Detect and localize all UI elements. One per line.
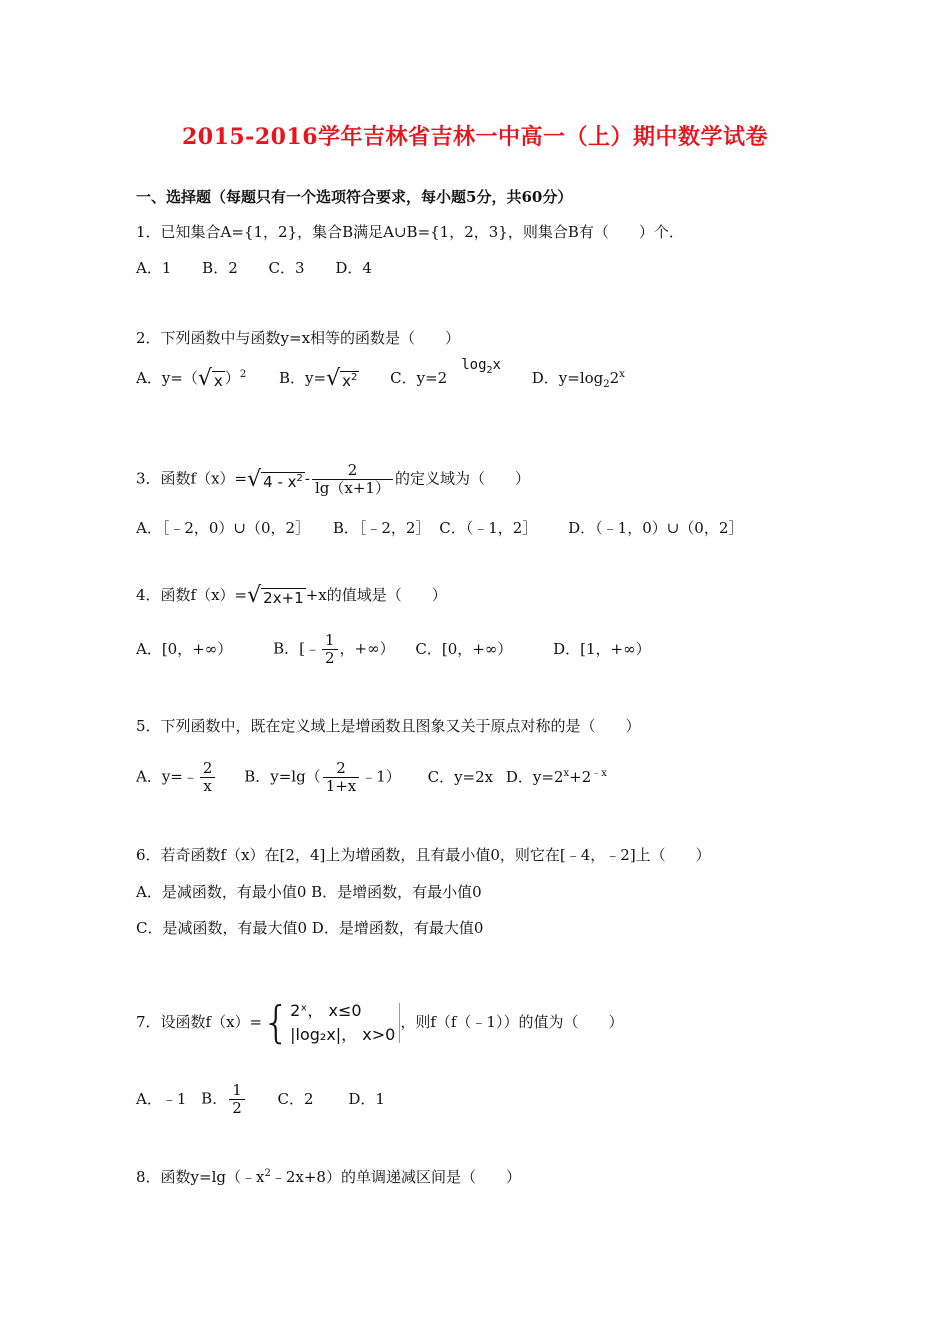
q4-b-denominator: 2 — [322, 649, 338, 667]
q5-a-denominator: x — [200, 777, 214, 795]
sqrt-symbol: √ $x^2$ — [326, 366, 358, 391]
question-4-stem — [136, 585, 447, 607]
left-brace-icon: { — [262, 997, 291, 1048]
q7-option-b — [201, 1082, 247, 1117]
q2-a-radicand: x — [213, 372, 223, 390]
q2-option-d — [532, 368, 625, 388]
question-6-options-cd: C．是减函数，有最大值0 D．是增函数，有最大值0 — [136, 919, 484, 937]
q5-option-b — [244, 760, 401, 795]
q5-d-prefix: D．y=2 — [505, 767, 564, 786]
q5-option-a — [136, 760, 217, 795]
question-3-stem — [136, 462, 530, 497]
question-2-options — [136, 357, 625, 391]
question-4-options — [136, 632, 651, 667]
q3-option-c: C．（﹣1，2］ — [439, 519, 538, 537]
question-8-stem — [136, 1167, 521, 1187]
page-title: 2015-2016学年吉林省吉林一中高一（上）期中数学试卷 — [181, 124, 769, 150]
q7-piecewise — [262, 999, 400, 1047]
q3-radicand-base: 4 - x — [263, 472, 297, 491]
q2-c-log: log — [461, 357, 487, 373]
question-5-options — [136, 760, 607, 795]
question-2-stem: 2．下列函数中与函数y=x相等的函数是（ ） — [136, 329, 461, 347]
q4-option-c: C．[0，+∞） — [415, 639, 513, 658]
q2-d-base: 2 — [609, 369, 620, 387]
q7-b-numerator: 1 — [232, 1081, 242, 1099]
q2-d-prefix: D．y=log — [531, 369, 604, 387]
question-1-stem: 1．已知集合A={1，2}，集合B满足A∪B={1，2，3}，则集合B有（ ）个． — [136, 223, 684, 241]
q4-option-a: A．[0，+∞） — [136, 639, 233, 658]
q4-b-fraction — [322, 632, 338, 667]
q5-option-c: C．y=2x — [427, 767, 494, 786]
q7-stem-suffix: ，则f（f（﹣1））的值为（ ） — [400, 1013, 624, 1031]
q2-b-exponent: 2 — [350, 372, 358, 383]
q1-option-c: C．3 — [268, 259, 305, 277]
q8-stem-suffix: ﹣2x+8）的单调递减区间是（ ） — [270, 1168, 521, 1186]
q5-a-prefix: A．y=﹣ — [136, 767, 198, 786]
q7-stem-prefix: 7．设函数f（x）= — [136, 1013, 263, 1031]
question-5-stem: 5．下列函数中，既在定义域上是增函数且图象又关于原点对称的是（ ） — [136, 717, 641, 735]
q5-b-suffix: ﹣1） — [361, 767, 401, 786]
q2-c-base: 2 — [486, 364, 493, 376]
q3-denominator: lg（x+1） — [312, 479, 393, 497]
q2-option-b — [279, 368, 359, 390]
q3-option-a: A．［﹣2，0）∪（0，2］ — [136, 519, 311, 537]
question-7-options — [136, 1082, 385, 1117]
q2-option-c — [390, 357, 501, 389]
q4-b-suffix: ，+∞） — [339, 639, 395, 658]
q2-b-base: x — [342, 372, 351, 390]
q1-option-d: D．4 — [335, 259, 372, 277]
question-6-options-ab: A．是减函数，有最小值0 B．是增函数，有最小值0 — [136, 883, 482, 901]
q2-b-prefix: B．y= — [278, 369, 327, 387]
q5-b-fraction — [323, 760, 360, 795]
q7-case-2: |log₂x|， x>0 — [290, 1025, 396, 1044]
sqrt-symbol: √ $4 - x^2$ — [247, 466, 303, 492]
q5-b-numerator: 2 — [336, 759, 346, 777]
question-3-options — [136, 518, 743, 538]
q2-d-exponent: x — [619, 369, 625, 380]
q8-exponent: 2 — [264, 1168, 271, 1179]
question-6-stem: 6．若奇函数f（x）在[2，4]上为增函数，且有最小值0，则它在[﹣4，﹣2]上（ ） — [136, 846, 711, 864]
q3-option-d: D．（﹣1，0）∪（0，2］ — [568, 519, 744, 537]
q5-d-exponent-2: ﹣x — [591, 767, 607, 779]
q2-a-exponent: 2 — [239, 369, 247, 380]
q7-option-d: D．1 — [348, 1089, 385, 1108]
sqrt-symbol: √ 2x+1 — [247, 583, 304, 608]
q4-option-d: D．[1，+∞） — [553, 639, 651, 658]
q4-stem-suffix: +x的值域是（ ） — [305, 586, 447, 604]
q5-d-exponent-1: x — [563, 767, 570, 779]
q3-numerator: 2 — [347, 461, 358, 479]
q5-b-denominator: 1+x — [323, 777, 360, 795]
q3-stem-suffix: 的定义域为（ ） — [394, 469, 530, 488]
q4-stem-prefix: 4．函数f（x）= — [136, 586, 248, 604]
q1-option-b: B．2 — [202, 259, 238, 277]
q2-b-radicand — [340, 371, 359, 390]
q7-case-1: 2ˣ， x≤0 — [290, 1001, 362, 1020]
q7-cases — [290, 999, 395, 1047]
q2-c-x: x — [492, 357, 501, 373]
q7-option-c: C．2 — [277, 1089, 314, 1108]
sqrt-symbol: √ x — [197, 366, 223, 391]
q3-radicand-exponent: 2 — [296, 472, 303, 484]
q1-option-a: A．1 — [136, 259, 172, 277]
q7-b-denominator: 2 — [229, 1099, 245, 1117]
q4-option-b — [273, 632, 395, 667]
q5-d-middle: +2 — [569, 767, 592, 786]
q3-fraction — [312, 462, 393, 497]
q4-radicand: 2x+1 — [263, 589, 304, 607]
q5-b-prefix: B．y=lg（ — [244, 767, 321, 786]
q2-a-suffix: ） — [224, 369, 240, 387]
q5-a-fraction — [200, 760, 216, 795]
q2-a-prefix: A．y=（ — [136, 369, 198, 387]
q2-d-log-base: 2 — [603, 379, 610, 390]
q2-c-prefix: C．y=2 — [390, 369, 448, 387]
q4-b-prefix: B．[﹣ — [273, 639, 320, 658]
section-heading: 一、选择题（每题只有一个选项符合要求，每小题5分，共60分） — [136, 188, 573, 206]
question-7-stem — [136, 994, 623, 1050]
q5-a-numerator: 2 — [202, 759, 213, 777]
q7-b-fraction — [229, 1082, 245, 1117]
q3-radicand — [261, 472, 305, 491]
q3-minus: - — [304, 469, 310, 488]
q3-stem-prefix: 3．函数f（x）= — [136, 469, 248, 488]
question-1-options — [136, 258, 372, 278]
q2-option-a — [136, 368, 246, 390]
q5-option-d — [506, 767, 607, 787]
q3-option-b: B．［﹣2，2］ — [332, 519, 431, 537]
q8-stem-prefix: 8．函数y=lg（﹣x — [136, 1168, 265, 1186]
q4-b-numerator: 1 — [324, 631, 335, 649]
q2-c-exponent — [461, 357, 501, 376]
q7-option-a: A．﹣1 — [136, 1089, 187, 1108]
q7-b-prefix: B． — [201, 1089, 228, 1108]
